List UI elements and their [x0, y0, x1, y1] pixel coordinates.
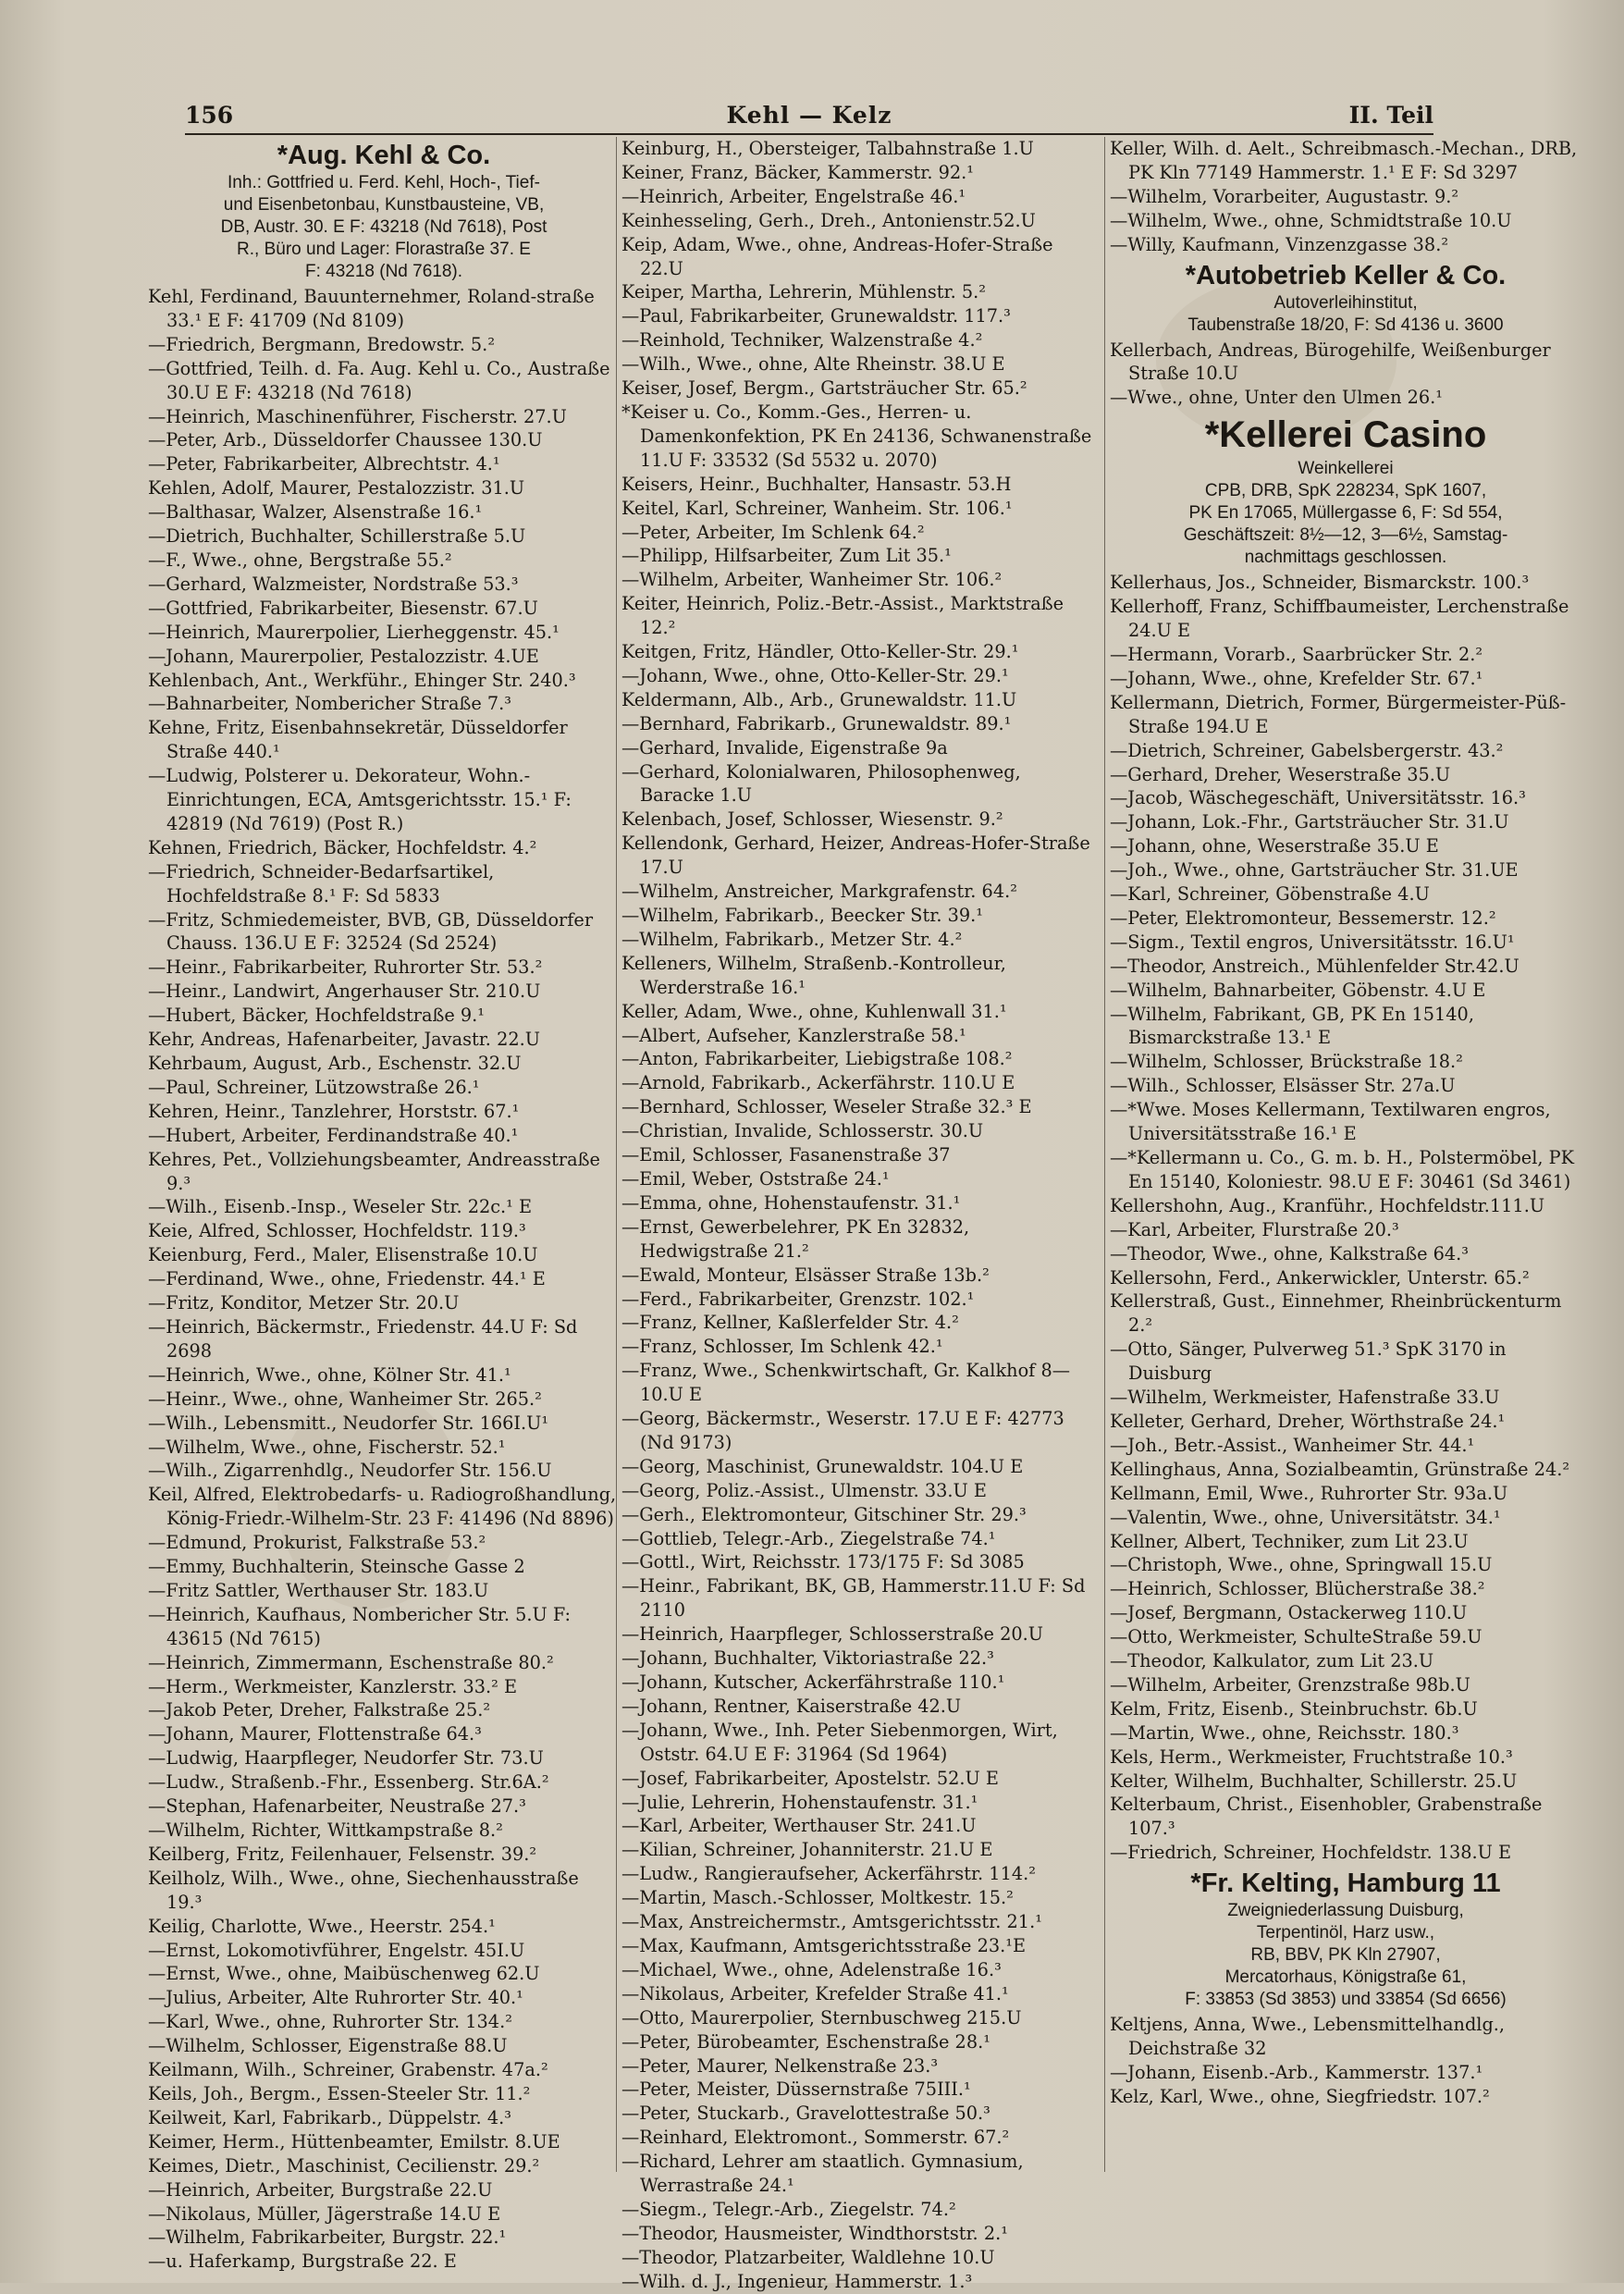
directory-entry: —Johann, Buchhalter, Viktoriastraße 22.³ [621, 1647, 994, 1670]
directory-entry: —Reinhold, Techniker, Walzenstraße 4.² [621, 329, 983, 352]
directory-entry: —Josef, Bergmann, Ostackerweg 110.U [1110, 1602, 1468, 1624]
directory-entry: —Karl, Schreiner, Göbenstraße 4.U [1110, 883, 1430, 906]
directory-entry: —Arnold, Fabrikarb., Ackerfährstr. 110.U E [621, 1072, 1015, 1094]
directory-entry: —Siegm., Telegr.-Arb., Ziegelstr. 74.² [621, 2198, 956, 2220]
directory-entry: —Georg, Maschinist, Grunewaldstr. 104.U E [621, 1455, 1024, 1477]
directory-entry: —Otto, Maurerpolier, Sternbuschweg 215.U [621, 2006, 1022, 2029]
directory-entry: Keilig, Charlotte, Wwe., Heerstr. 254.¹ [148, 1915, 496, 1937]
directory-entry: Kelenbach, Josef, Schlosser, Wiesenstr. 9.² [621, 808, 1003, 831]
directory-entry: Kelter, Wilhelm, Buchhalter, Schillerstr. 25.U [1110, 1770, 1518, 1792]
column-3 [1110, 137, 1581, 2227]
directory-entry: —Hermann, Vorarb., Saarbrücker Str. 2.² [1110, 643, 1483, 665]
directory-entry: —Theodor, Hausmeister, Windthorststr. 2.¹ [621, 2222, 1008, 2244]
directory-entry: —Emil, Weber, Oststraße 24.¹ [621, 1167, 890, 1190]
advertisement [148, 139, 620, 283]
advertisement-line: DB, Austr. 30. E F: 43218 (Nd 7618), Post [220, 217, 547, 237]
directory-entry: —Heinrich, Wwe., ohne, Kölner Str. 41.¹ [148, 1363, 511, 1386]
directory-entry: —Philipp, Hilfsarbeiter, Zum Lit 35.¹ [621, 545, 952, 567]
directory-entry: —Wilhelm, Fabrikarb., Metzer Str. 4.² [621, 928, 963, 950]
directory-entry: —Johann, Rentner, Kaiserstraße 42.U [621, 1695, 962, 1717]
directory-entry: Kehl, Ferdinand, Bauunternehmer, Roland-straße 33.¹ E F: 41709 (Nd 8109) [148, 286, 595, 331]
directory-entry: —Richard, Lehrer am staatlich. Gymnasium, Werrastraße 24.¹ [621, 2151, 1024, 2197]
directory-entry: —Johann, Wwe., ohne, Otto-Keller-Str. 29.¹ [621, 664, 1009, 686]
directory-entry: —*Wwe. Moses Kellermann, Textilwaren engros, Universitätsstraße 16.¹ E [1110, 1099, 1551, 1145]
directory-entry: Kehrbaum, August, Arb., Eschenstr. 32.U [148, 1053, 522, 1074]
directory-entry: —Theodor, Platzarbeiter, Waldlehne 10.U [621, 2246, 995, 2268]
advertisement-line: Taubenstraße 18/20, F: Sd 4136 u. 3600 [1187, 314, 1504, 335]
directory-entry: —Ferd., Fabrikarbeiter, Grenzstr. 102.¹ [621, 1288, 975, 1310]
directory-entry: —Heinrich, Maschinenführer, Fischerstr. 27.U [148, 405, 567, 427]
directory-entry: —Theodor, Anstreich., Mühlenfelder Str.42.U [1110, 955, 1519, 977]
directory-entry: —Wilhelm, Bahnarbeiter, Göbenstr. 4.U E [1110, 979, 1486, 1001]
directory-entry: —Franz, Kellner, Kaßlerfelder Str. 4.² [621, 1312, 959, 1334]
directory-entry: —Peter, Fabrikarbeiter, Albrechtstr. 4.¹ [148, 453, 500, 475]
directory-entry: —Michael, Wwe., ohne, Adelenstraße 16.³ [621, 1958, 1002, 1980]
directory-entry: —Bahnarbeiter, Nombericher Straße 7.³ [148, 693, 512, 715]
directory-entry: —Johann, Maurerpolier, Pestalozzistr. 4.UE [148, 645, 539, 667]
directory-entry: Kellersohn, Ferd., Ankerwickler, Unterstr. 65.² [1110, 1266, 1530, 1289]
directory-entry: —Ernst, Lokomotivführer, Engelstr. 45I.U [148, 1939, 525, 1961]
directory-entry: —Wilh., Lebensmitt., Neudorfer Str. 166I.U¹ [148, 1412, 549, 1434]
directory-entry: Keilweit, Karl, Fabrikarb., Düppelstr. 4.³ [148, 2106, 511, 2128]
directory-entry: —Emma, ohne, Hohenstaufenstr. 31.¹ [621, 1191, 961, 1214]
advertisement [1110, 412, 1581, 569]
part-label: II. Teil [1348, 102, 1433, 129]
directory-entry: —Fritz, Konditor, Metzer Str. 20.U [148, 1292, 460, 1314]
directory-entry: Keimes, Dietr., Maschinist, Cecilienstr. 29.² [148, 2154, 540, 2177]
directory-entry: Keils, Joh., Bergm., Essen-Steeler Str. 11.² [148, 2082, 531, 2104]
advertisement-line: Terpentinöl, Harz usw., [1256, 1923, 1435, 1943]
directory-entry: Keilmann, Wilh., Schreiner, Grabenstr. 47a.² [148, 2059, 548, 2081]
directory-entry: Kellerhaus, Jos., Schneider, Bismarckstr. 100.³ [1110, 572, 1530, 594]
advertisement-name: *Aug. Kehl & Co. [277, 141, 491, 170]
directory-entry: Kellner, Albert, Techniker, zum Lit 23.U [1110, 1530, 1469, 1552]
directory-entry: Keie, Alfred, Schlosser, Hochfeldstr. 119.³ [148, 1220, 526, 1242]
directory-entry: Keilholz, Wilh., Wwe., ohne, Siechenhausstraße 19.³ [148, 1867, 579, 1913]
directory-entry: —Martin, Wwe., ohne, Reichsstr. 180.³ [1110, 1721, 1459, 1744]
directory-entry: —Georg, Bäckermstr., Weserstr. 17.U E F: 42773 (Nd 9173) [621, 1408, 1064, 1453]
running-title: Kehl — Kelz [726, 102, 892, 129]
directory-entry: Kellerbach, Andreas, Bürogehilfe, Weißenburger Straße 10.U [1110, 339, 1551, 385]
directory-entry: —Julius, Arbeiter, Alte Ruhrorter Str. 40.¹ [148, 1987, 523, 2009]
directory-entry: —Julie, Lehrerin, Hohenstaufenstr. 31.¹ [621, 1791, 978, 1813]
directory-entry: —Heinrich, Arbeiter, Engelstraße 46.¹ [621, 185, 966, 207]
directory-entry: Keitel, Karl, Schreiner, Wanheim. Str. 106.¹ [621, 497, 1013, 519]
directory-entry: —Peter, Arbeiter, Im Schlenk 64.² [621, 521, 925, 543]
advertisement-line: F: 43218 (Nd 7618). [304, 262, 463, 281]
directory-entry: —Otto, Werkmeister, SchulteStraße 59.U [1110, 1626, 1483, 1648]
directory-entry: Keitgen, Fritz, Händler, Otto-Keller-Str. 29.¹ [621, 641, 1019, 663]
directory-entry: —Gerhard, Invalide, Eigenstraße 9a [621, 736, 948, 758]
advertisement-line: F: 33853 (Sd 3853) und 33854 (Sd 6656) [1185, 1990, 1507, 2010]
directory-entry: Kellinghaus, Anna, Sozialbeamtin, Grünstraße 24.² [1110, 1458, 1570, 1480]
directory-entry: —Bernhard, Schlosser, Weseler Straße 32.³ E [621, 1096, 1032, 1118]
advertisement-line: Autoverleihinstitut, [1273, 292, 1418, 313]
directory-entry: —Balthasar, Walzer, Alsenstraße 16.¹ [148, 501, 483, 524]
directory-entry: —Bernhard, Fabrikarb., Grunewaldstr. 89.¹ [621, 712, 1012, 734]
directory-entry: —Dietrich, Buchhalter, Schillerstraße 5.U [148, 525, 526, 548]
directory-entry: —Wilh. d. J., Ingenieur, Hammerstr. 1.³ [621, 2270, 973, 2292]
directory-entry: —Nikolaus, Müller, Jägerstraße 14.U E [148, 2202, 501, 2225]
directory-entry: Keil, Alfred, Elektrobedarfs- u. Radiogroßhandlung, König-Friedr.-Wilhelm-Str. 23 F: 41496 (Nd 8896) [148, 1484, 617, 1530]
directory-entry: —Edmund, Prokurist, Falkstraße 53.² [148, 1532, 486, 1554]
directory-entry: Keimer, Herm., Hüttenbeamter, Emilstr. 8.UE [148, 2130, 560, 2152]
directory-entry: Kellendonk, Gerhard, Heizer, Andreas-Hofer-Straße 17.U [621, 832, 1090, 879]
directory-entry: —Christian, Invalide, Schlosserstr. 30.U [621, 1120, 984, 1142]
directory-entry: *Keiser u. Co., Komm.-Ges., Herren- u. Damenkonfektion, PK En 24136, Schwanenstraße 11.U F: 33532 (Sd 5532 u. 2070) [621, 401, 1092, 471]
directory-entry: —Theodor, Kalkulator, zum Lit 23.U [1110, 1650, 1434, 1672]
directory-entry: —Jakob Peter, Dreher, Falkstraße 25.² [148, 1699, 491, 1721]
directory-entry: Kels, Herm., Werkmeister, Fruchtstraße 10.³ [1110, 1745, 1513, 1768]
directory-entry: —Wilh., Eisenb.-Insp., Weseler Str. 22c.¹ E [148, 1196, 533, 1218]
directory-entry: —Karl, Arbeiter, Werthauser Str. 241.U [621, 1815, 977, 1837]
directory-entry: —Gottfried, Fabrikarbeiter, Biesenstr. 67.U [148, 597, 538, 619]
directory-entry: —Christoph, Wwe., ohne, Springwall 15.U [1110, 1554, 1493, 1576]
directory-entry: Keiter, Heinrich, Poliz.-Betr.-Assist., Marktstraße 12.² [621, 593, 1064, 639]
directory-entry: —Wilhelm, Richter, Wittkampstraße 8.² [148, 1819, 503, 1841]
directory-entry: —Wilh., Wwe., ohne, Alte Rheinstr. 38.U E [621, 353, 1005, 376]
advertisement-line: R., Büro und Lager: Florastraße 37. E [237, 240, 531, 259]
directory-entry: —Heinrich, Maurerpolier, Lierheggenstr. 45.¹ [148, 621, 560, 643]
directory-entry: —Friedrich, Bergmann, Bredowstr. 5.² [148, 333, 496, 355]
directory-entry: Kehres, Pet., Vollziehungsbeamter, Andreasstraße 9.³ [148, 1148, 600, 1194]
advertisement-name: *Kellerei Casino [1204, 414, 1487, 456]
directory-entry: —Johann, Kutscher, Ackerfährstraße 110.¹ [621, 1671, 1005, 1693]
directory-entry: —Ernst, Gewerbelehrer, PK En 32832, Hedwigstraße 21.² [621, 1215, 970, 1262]
directory-entry: —u. Haferkamp, Burgstraße 22. E [148, 2251, 457, 2273]
directory-entry: —Hubert, Arbeiter, Ferdinandstraße 40.¹ [148, 1124, 519, 1146]
directory-entry: —Hubert, Bäcker, Hochfeldstraße 9.¹ [148, 1005, 485, 1027]
directory-entry: —Wilhelm, Arbeiter, Grenzstraße 98b.U [1110, 1673, 1470, 1696]
directory-entry: Kelleners, Wilhelm, Straßenb.-Kontrolleur, Werderstraße 16.¹ [621, 952, 1006, 998]
directory-entry: —Paul, Schreiner, Lützowstraße 26.¹ [148, 1076, 480, 1098]
directory-entry: —Johann, Maurer, Flottenstraße 64.³ [148, 1723, 482, 1745]
directory-entry: —Ludwig, Polsterer u. Dekorateur, Wohn.-Einrichtungen, ECA, Amtsgerichtsstr. 15.¹ F: 42819 (Nd 7619) (Post R.) [148, 765, 572, 834]
advertisement-line: Weinkellerei [1298, 459, 1394, 479]
page-header [185, 102, 1433, 135]
directory-entry: —Reinhard, Elektromont., Sommerstr. 67.² [621, 2127, 1010, 2149]
directory-entry: Kehne, Fritz, Eisenbahnsekretär, Düsseldorfer Straße 440.¹ [148, 717, 568, 763]
directory-entry: Keiser, Josef, Bergm., Gartsträucher Str. 65.² [621, 377, 1027, 400]
directory-entry: —Johann, Wwe., Inh. Peter Siebenmorgen, Wirt, Oststr. 64.U E F: 31964 (Sd 1964) [621, 1719, 1058, 1765]
advertisement [1110, 259, 1581, 337]
directory-entry: —Gottlieb, Telegr.-Arb., Ziegelstraße 74.¹ [621, 1527, 996, 1549]
directory-entry: —Sigm., Textil engros, Universitätsstr. 16.U¹ [1110, 931, 1515, 953]
directory-entry: —Friedrich, Schneider-Bedarfsartikel, Hochfeldstraße 8.¹ F: Sd 5833 [148, 860, 495, 906]
directory-entry: —Emil, Schlosser, Fasanenstraße 37 [621, 1144, 951, 1166]
directory-entry: —Peter, Elektromonteur, Bessemerstr. 12.² [1110, 906, 1496, 929]
directory-entry: —Heinr., Fabrikant, BK, GB, Hammerstr.11.U F: Sd 2110 [621, 1575, 1086, 1622]
directory-entry: —Friedrich, Schreiner, Hochfeldstr. 138.U E [1110, 1842, 1512, 1864]
directory-entry: —Kilian, Schreiner, Johanniterstr. 21.U E [621, 1839, 993, 1861]
directory-entry: —Franz, Wwe., Schenkwirtschaft, Gr. Kalkhof 8—10.U E [621, 1360, 1070, 1406]
directory-entry: —Peter, Arb., Düsseldorfer Chaussee 130.U [148, 429, 543, 451]
directory-entry: Kellerstraß, Gust., Einnehmer, Rheinbrückenturm 2.² [1110, 1290, 1562, 1337]
directory-entry: Kellmann, Emil, Wwe., Ruhrorter Str. 93a.U [1110, 1482, 1508, 1504]
directory-entry: Keip, Adam, Wwe., ohne, Andreas-Hofer-Straße 22.U [621, 233, 1053, 279]
directory-entry: Kelleter, Gerhard, Dreher, Wörthstraße 24.¹ [1110, 1410, 1506, 1432]
directory-entry: —Ernst, Wwe., ohne, Maibüschenweg 62.U [148, 1963, 540, 1985]
directory-entry: —Gerh., Elektromonteur, Gitschiner Str. 29.³ [621, 1503, 1027, 1525]
advertisement-line: Inh.: Gottfried u. Ferd. Kehl, Hoch-, Tief- [228, 173, 540, 192]
directory-entry: —Heinr., Wwe., ohne, Wanheimer Str. 265.² [148, 1388, 542, 1410]
directory-entry: —Wwe., ohne, Unter den Ulmen 26.¹ [1110, 387, 1444, 409]
directory-entry: —Peter, Bürobeamter, Eschenstraße 28.¹ [621, 2030, 990, 2053]
directory-entry: —Theodor, Wwe., ohne, Kalkstraße 64.³ [1110, 1242, 1470, 1264]
directory-entry: Kelterbaum, Christ., Eisenhobler, Grabenstraße 107.³ [1110, 1794, 1543, 1840]
directory-entry: —Joh., Wwe., ohne, Gartsträucher Str. 31.UE [1110, 859, 1519, 882]
column-2 [621, 137, 1101, 2292]
directory-entry: —Nikolaus, Arbeiter, Krefelder Straße 41.¹ [621, 1982, 1009, 2004]
directory-entry: —F., Wwe., ohne, Bergstraße 55.² [148, 549, 452, 571]
directory-entry: —Gottl., Wirt, Reichsstr. 173/175 F: Sd 3085 [621, 1551, 1025, 1573]
advertisement-name: *Fr. Kelting, Hamburg 11 [1190, 1868, 1501, 1899]
directory-entry: —Johann, Eisenb.-Arb., Kammerstr. 137.¹ [1110, 2062, 1483, 2083]
advertisement-line: CPB, DRB, SpK 228234, SpK 1607, [1204, 481, 1487, 501]
directory-entry: Keller, Adam, Wwe., ohne, Kuhlenwall 31.¹ [621, 1000, 1007, 1022]
advertisement-line: Zweigniederlassung Duisburg, [1227, 1901, 1464, 1921]
directory-entry: —Wilh., Schlosser, Elsässer Str. 27a.U [1110, 1075, 1456, 1097]
directory-entry: Kellermann, Dietrich, Former, Bürgermeister-Püß-Straße 194.U E [1110, 691, 1567, 737]
directory-entry: —Gerhard, Walzmeister, Nordstraße 53.³ [148, 573, 519, 595]
directory-entry: —Ewald, Monteur, Elsässer Straße 13b.² [621, 1264, 990, 1286]
directory-entry: —Johann, Wwe., ohne, Krefelder Str. 67.¹ [1110, 667, 1483, 689]
directory-entry: —Heinr., Landwirt, Angerhauser Str. 210.U [148, 980, 541, 1003]
directory-entry: —Heinrich, Bäckermstr., Friedenstr. 44.U F: Sd 2698 [148, 1315, 578, 1362]
directory-entry: —Wilhelm, Anstreicher, Markgrafenstr. 64.² [621, 881, 1017, 903]
directory-entry: Keiner, Franz, Bäcker, Kammerstr. 92.¹ [621, 161, 974, 183]
directory-entry: Kelz, Karl, Wwe., ohne, Siegfriedstr. 107.² [1110, 2085, 1490, 2107]
directory-entry: Kehlenbach, Ant., Werkführ., Ehinger Str. 240.³ [148, 669, 576, 691]
directory-entry: Keinhesseling, Gerh., Dreh., Antonienstr.52.U [621, 209, 1036, 231]
directory-entry: —Gerhard, Kolonialwaren, Philosophenweg, Baracke 1.U [621, 760, 1021, 807]
directory-entry: —Heinrich, Zimmermann, Eschenstraße 80.² [148, 1651, 554, 1673]
directory-entry: Keinburg, H., Obersteiger, Talbahnstraße 1.U [621, 138, 1034, 159]
directory-entry: Keiper, Martha, Lehrerin, Mühlenstr. 5.² [621, 281, 986, 303]
directory-entry: Keltjens, Anna, Wwe., Lebensmittelhandlg., Deichstraße 32 [1110, 2014, 1506, 2060]
directory-entry: Keienburg, Ferd., Maler, Elisenstraße 10.U [148, 1244, 538, 1266]
directory-entry: —Heinrich, Kaufhaus, Nombericher Str. 5.U F: 43615 (Nd 7615) [148, 1603, 572, 1649]
directory-entry: —Valentin, Wwe., ohne, Universitätstr. 34.¹ [1110, 1506, 1501, 1528]
directory-entry: —Wilhelm, Vorarbeiter, Augustastr. 9.² [1110, 185, 1459, 207]
directory-entry: —Wilhelm, Arbeiter, Wanheimer Str. 106.² [621, 569, 1003, 591]
directory-entry: —Wilhelm, Wwe., ohne, Schmidtstraße 10.U [1110, 209, 1512, 231]
directory-entry: —Gerhard, Dreher, Weserstraße 35.U [1110, 763, 1451, 785]
directory-entry: —Peter, Meister, Düssernstraße 75III.¹ [621, 2078, 971, 2101]
directory-entry: —Paul, Fabrikarbeiter, Grunewaldstr. 117.³ [621, 305, 1011, 327]
directory-entry: —Heinrich, Haarpfleger, Schlosserstraße 20.U [621, 1623, 1043, 1646]
directory-entry: —Emmy, Buchhalterin, Steinsche Gasse 2 [148, 1556, 525, 1578]
directory-entry: Keisers, Heinr., Buchhalter, Hansastr. 53.H [621, 473, 1012, 495]
directory-entry: Keller, Wilh. d. Aelt., Schreibmasch.-Mechan., DRB, PK Kln 77149 Hammerstr. 1.¹ E F: Sd 3297 [1110, 138, 1578, 183]
directory-entry: —Wilhelm, Fabrikant, GB, PK En 15140, Bismarckstraße 13.¹ E [1110, 1003, 1474, 1049]
directory-entry: —Johann, ohne, Weserstraße 35.U E [1110, 835, 1439, 857]
directory-entry: —Peter, Maurer, Nelkenstraße 23.³ [621, 2054, 939, 2077]
directory-entry: Kellerhoff, Franz, Schiffbaumeister, Lerchenstraße 24.U E [1110, 596, 1569, 642]
directory-entry: Kehlen, Adolf, Maurer, Pestalozzistr. 31.U [148, 477, 525, 500]
directory-entry: —Joh., Betr.-Assist., Wanheimer Str. 44.¹ [1110, 1434, 1475, 1456]
directory-entry: —Johann, Lok.-Fhr., Gartsträucher Str. 31.U [1110, 811, 1509, 833]
directory-entry: —Jacob, Wäschegeschäft, Universitätsstr. 16.³ [1110, 787, 1526, 809]
directory-entry: —Willy, Kaufmann, Vinzenzgasse 38.² [1110, 233, 1449, 255]
page-number: 156 [185, 102, 234, 129]
directory-entry: —Heinrich, Schlosser, Blücherstraße 38.² [1110, 1578, 1485, 1600]
directory-entry: Kehren, Heinr., Tanzlehrer, Horststr. 67.¹ [148, 1100, 520, 1122]
advertisement-line: und Eisenbetonbau, Kunstbausteine, VB, [223, 195, 545, 215]
directory-entry: —Anton, Fabrikarbeiter, Liebigstraße 108.² [621, 1048, 1013, 1070]
directory-entry: —Peter, Stuckarb., Gravelottestraße 50.³ [621, 2103, 990, 2125]
directory-entry: —Herm., Werkmeister, Kanzlerstr. 33.² E [148, 1675, 518, 1697]
column-1 [148, 137, 620, 2273]
directory-entry: Keilberg, Fritz, Feilenhauer, Felsenstr. 39.² [148, 1843, 537, 1865]
directory-entry: —Georg, Poliz.-Assist., Ulmenstr. 33.U E [621, 1479, 988, 1501]
directory-entry: —Fritz, Schmiedemeister, BVB, GB, Düsseldorfer Chauss. 136.U E F: 32524 (Sd 2524) [148, 908, 594, 955]
directory-entry: —Heinr., Fabrikarbeiter, Ruhrorter Str. 53.² [148, 956, 543, 979]
advertisement-line: nachmittags geschlossen. [1244, 548, 1447, 568]
directory-entry: —Fritz Sattler, Werthauser Str. 183.U [148, 1579, 489, 1601]
directory-entry: —Karl, Wwe., ohne, Ruhrorter Str. 134.² [148, 2011, 512, 2033]
directory-entry: —Gottfried, Teilh. d. Fa. Aug. Kehl u. Co., Austraße 30.U E F: 43218 (Nd 7618) [148, 357, 610, 403]
directory-entry: —Franz, Schlosser, Im Schlenk 42.¹ [621, 1336, 943, 1358]
directory-entry: —Wilhelm, Fabrikarb., Beecker Str. 39.¹ [621, 905, 983, 926]
directory-entry: Kehnen, Friedrich, Bäcker, Hochfeldstr. 4.² [148, 836, 537, 858]
directory-entry: Keldermann, Alb., Arb., Grunewaldstr. 11.U [621, 688, 1017, 710]
directory-entry: —Heinrich, Arbeiter, Burgstraße 22.U [148, 2178, 493, 2201]
directory-entry: —Wilhelm, Werkmeister, Hafenstraße 33.U [1110, 1387, 1500, 1409]
directory-entry: —Wilhelm, Wwe., ohne, Fischerstr. 52.¹ [148, 1436, 506, 1458]
directory-entry: —Ludwig, Haarpfleger, Neudorfer Str. 73.U [148, 1747, 544, 1770]
advertisement-line: RB, BBV, PK Kln 27907, [1250, 1945, 1441, 1966]
directory-entry: —Josef, Fabrikarbeiter, Apostelstr. 52.U E [621, 1767, 999, 1789]
directory-entry: —Wilhelm, Schlosser, Brückstraße 18.² [1110, 1051, 1463, 1073]
directory-entry: —Albert, Aufseher, Kanzlerstraße 58.¹ [621, 1024, 966, 1046]
directory-entry: —Max, Anstreichermstr., Amtsgerichtsstr. 21.¹ [621, 1911, 1042, 1933]
directory-entry: —*Kellermann u. Co., G. m. b. H., Polstermöbel, PK En 15140, Koloniestr. 98.U E F: 30461 (Sd 3461) [1110, 1147, 1575, 1192]
directory-entry: —Martin, Masch.-Schlosser, Moltkestr. 15.² [621, 1887, 1014, 1909]
directory-entry: —Max, Kaufmann, Amtsgerichtsstraße 23.¹E [621, 1934, 1027, 1956]
column-divider [1104, 137, 1105, 2172]
directory-entry: —Stephan, Hafenarbeiter, Neustraße 27.³ [148, 1795, 526, 1818]
directory-entry: Kehr, Andreas, Hafenarbeiter, Javastr. 22.U [148, 1029, 540, 1051]
directory-entry: Kelm, Fritz, Eisenb., Steinbruchstr. 6b.U [1110, 1697, 1478, 1720]
directory-entry: —Ludw., Straßenb.-Fhr., Essenberg. Str.6A.² [148, 1771, 549, 1794]
directory-entry: —Wilhelm, Fabrikarbeiter, Burgstr. 22.¹ [148, 2226, 507, 2249]
directory-entry: —Otto, Sänger, Pulverweg 51.³ SpK 3170 in Duisburg [1110, 1338, 1507, 1385]
directory-entry: —Ferdinand, Wwe., ohne, Friedenstr. 44.¹ E [148, 1268, 546, 1290]
advertisement-name: *Autobetrieb Keller & Co. [1185, 260, 1507, 290]
advertisement [1110, 1867, 1581, 2011]
directory-entry: —Dietrich, Schreiner, Gabelsbergerstr. 43.² [1110, 739, 1504, 761]
advertisement-line: Geschäftszeit: 8½—12, 3—6½, Samstag- [1183, 525, 1508, 546]
advertisement-line: PK En 17065, Müllergasse 6, F: Sd 554, [1188, 503, 1503, 524]
directory-entry: Kellershohn, Aug., Kranführ., Hochfeldstr.111.U [1110, 1194, 1545, 1216]
advertisement-line: Mercatorhaus, Königstraße 61, [1224, 1967, 1467, 1988]
directory-entry: —Ludw., Rangieraufseher, Ackerfährstr. 114.² [621, 1863, 1036, 1885]
directory-entry: —Karl, Arbeiter, Flurstraße 20.³ [1110, 1218, 1399, 1240]
directory-entry: —Wilh., Zigarrenhdlg., Neudorfer Str. 156.U [148, 1460, 552, 1482]
directory-entry: —Wilhelm, Schlosser, Eigenstraße 88.U [148, 2035, 508, 2057]
